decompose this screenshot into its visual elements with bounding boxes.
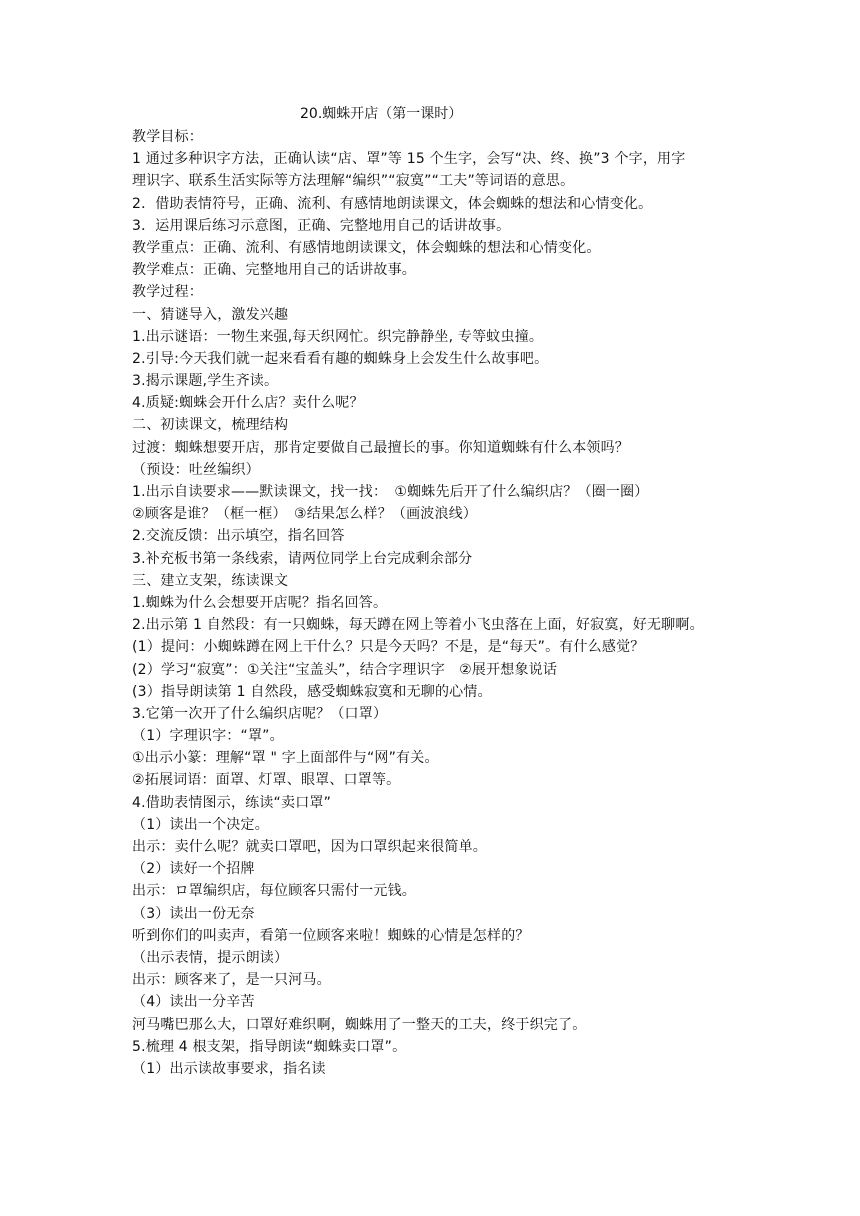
text-line: （1）字理识字：“罩”。 (132, 728, 284, 745)
text-line: 3.补充板书第一条线索，请两位同学上台完成剩余部分 (132, 550, 473, 567)
text-line: （2）读好一个招牌 (132, 861, 255, 878)
document-body (132, 126, 732, 1080)
text-line: 理识字、联系生活实际等方法理解“编织”“寂寞”“工夫”等词语的意思。 (132, 173, 575, 190)
text-line: 1 通过多种识字方法，正确认读“店、罩”等 15 个生字，会写“决、终、换”3 个字，用字 (132, 151, 686, 168)
text-line: 出示：ロ罩编织店，每位顾客只需付一元钱。 (132, 883, 416, 900)
text-line: （1）读出一个决定。 (132, 816, 269, 833)
text-line: 2.交流反馈：出示填空，指名回答 (132, 528, 345, 545)
text-line: 一、猜谜导入，激发兴趣 (132, 306, 289, 323)
text-line: 出示：卖什么呢？就卖口罩吧，因为口罩织起来很简单。 (132, 839, 487, 855)
text-line: 二、初读课文，梳理结构 (132, 417, 289, 434)
text-line: 教学重点：正确、流利、有感情地朗读课文，体会蜘蛛的想法和心情变化。 (132, 239, 601, 256)
text-line: 2.引导:今天我们就一起来看看有趣的蜘蛛身上会发生什么故事吧。 (132, 350, 549, 367)
text-line: 1.出示谜语：一物生来强,每天织网忙。织完静静坐, 专等蚊虫撞。 (132, 328, 544, 345)
document-title: 20.蜘蛛开店（第一课时） (300, 106, 463, 122)
text-line: 出示：顾客来了，是一只河马。 (132, 972, 331, 989)
text-line: （预设：吐丝编织） (132, 461, 260, 478)
text-line: （出示表情，提示朗读） (132, 949, 289, 966)
text-line: （1）出示读故事要求，指名读 (132, 1060, 326, 1077)
text-line: 听到你们的叫卖声，看第一位顾客来啦！蜘蛛的心情是怎样的？ (132, 927, 530, 944)
text-line: (3）指导朗读第 1 自然段，感受蜘蛛寂寞和无聊的心情。 (132, 683, 492, 700)
text-line: （4）读出一分辛苦 (132, 994, 255, 1011)
text-line: 三、建立支架，练读课文 (132, 572, 289, 589)
text-line: ②拓展词语：面罩、灯罩、眼罩、口罩等。 (132, 772, 401, 789)
text-line: 5.梳理 4 根支架，指导朗读“蜘蛛卖口罩”。 (132, 1038, 407, 1055)
text-line: 4.借助表情图示，练读“卖口罩” (132, 794, 332, 811)
text-line: 过渡：蜘蛛想要开店，那肯定要做自己最擅长的事。你知道蜘蛛有什么本领吗？ (132, 439, 629, 456)
text-line: 4.质疑:蜘蛛会开什么店？卖什么呢？ (132, 395, 364, 412)
text-line: 1.蜘蛛为什么会想要开店呢？指名回答。 (132, 594, 388, 611)
text-line: 2．借助表情符号，正确、流利、有感情地朗读课文，体会蜘蛛的想法和心情变化。 (132, 195, 653, 212)
text-line: ①出示小篆：理解“罩 " 字上面部件与“网”有关。 (132, 750, 439, 767)
text-line: (1）提问：小蜘蛛蹲在网上干什么？只是今天吗？不是，是“每天”。有什么感觉？ (132, 639, 645, 656)
text-line: 3．运用课后练习示意图，正确、完整地用自己的话讲故事。 (132, 217, 511, 234)
text-line: ②顾客是谁？（框一框） ③结果怎么样？（画波浪线） (132, 506, 478, 523)
text-line: 1.出示自读要求——默读课文，找一找： ①蜘蛛先后开了什么编织店？（圈一圈） (132, 484, 649, 500)
text-line: 教学难点：正确、完整地用自己的话讲故事。 (132, 262, 416, 279)
text-line: (2）学习“寂寞”：①关注“宝盖头”，结合字理识字 ②展开想象说话 (132, 661, 558, 678)
text-line: 教学目标： (132, 129, 203, 145)
text-line: 2.出示第 1 自然段：有一只蜘蛛，每天蹲在网上等着小飞虫落在上面，好寂寞，好无聊啊。 (132, 617, 704, 634)
text-line: 教学过程： (132, 284, 203, 301)
text-line: 河马嘴巴那么大，口罩好难织啊，蜘蛛用了一整天的工夫，终于织完了。 (132, 1016, 587, 1033)
text-line: 3.它第一次开了什么编织店呢？（口罩） (132, 705, 388, 722)
text-line: 3.揭示课题,学生齐读。 (132, 373, 279, 390)
text-line: （3）读出一份无奈 (132, 905, 255, 922)
